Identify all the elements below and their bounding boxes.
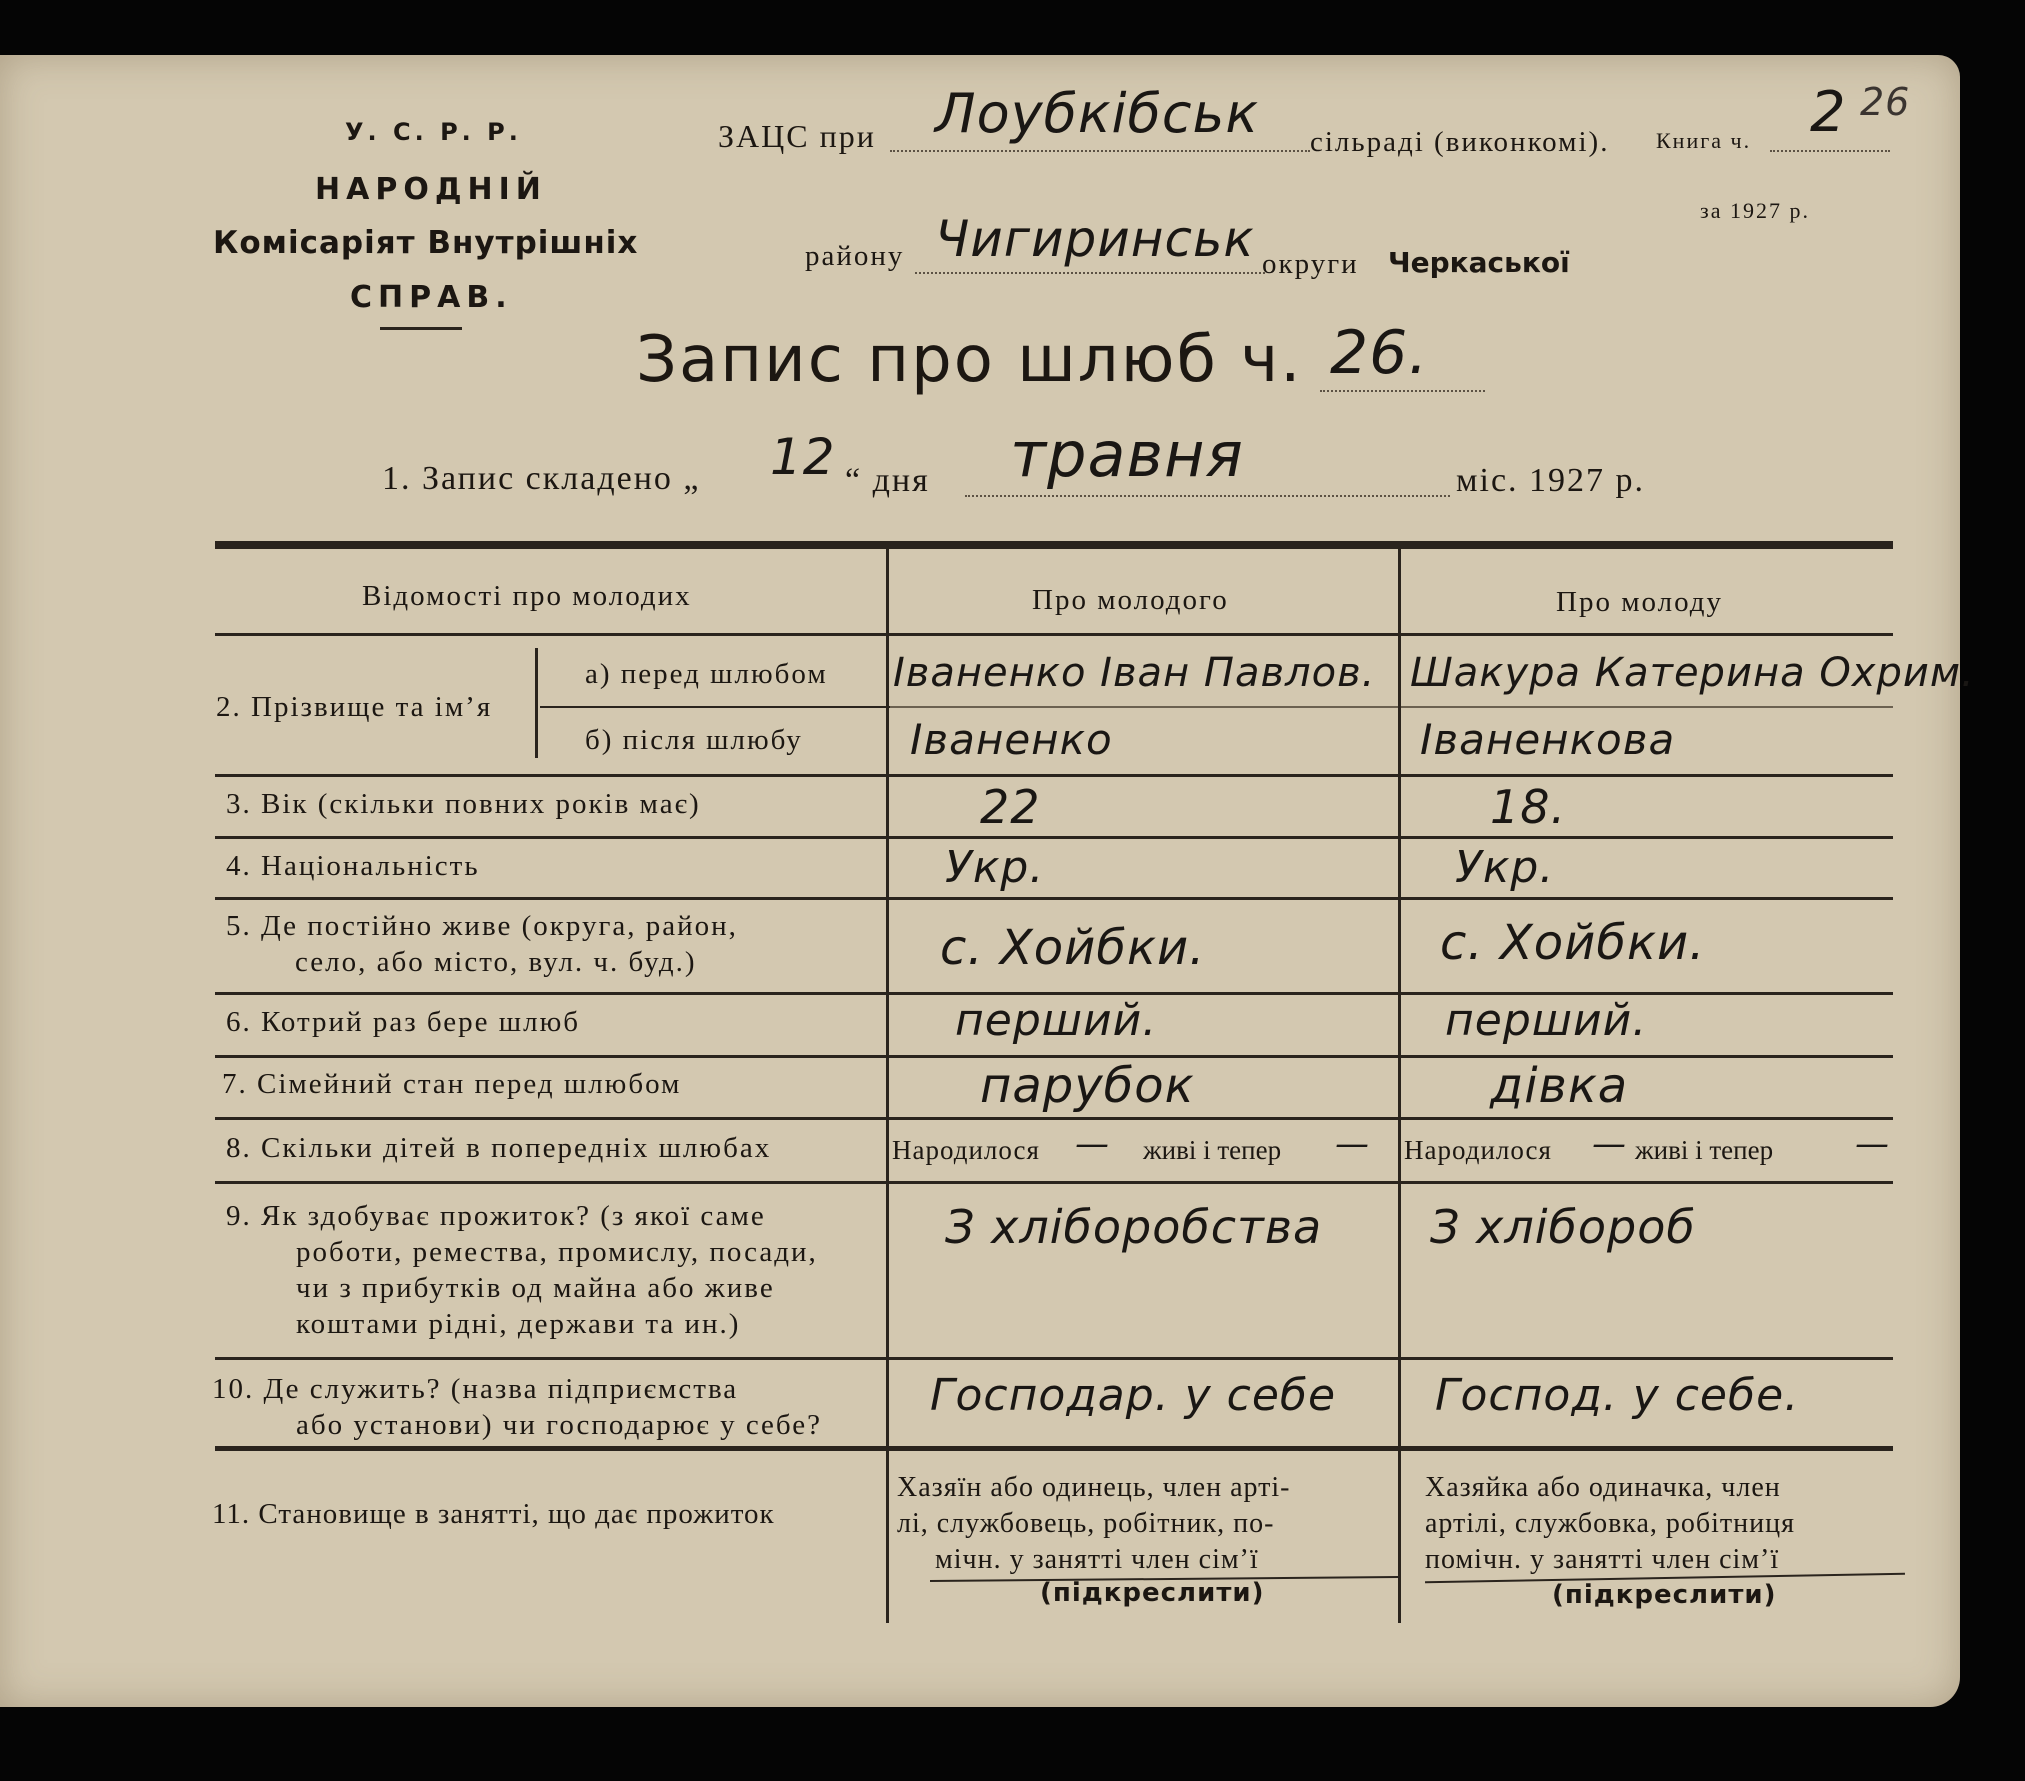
marriage-count-label: 6. Котрий раз бере шлюб: [226, 1006, 580, 1038]
bride-after-name: Іваненкова: [1420, 715, 1676, 764]
groom-residence: с. Хойбки.: [940, 920, 1206, 976]
date-suffix: міс. 1927 р.: [1456, 462, 1646, 499]
name-brace: [535, 648, 548, 758]
groom-born-value: —: [1075, 1124, 1110, 1164]
service-label-2: або установи) чи господарює у себе?: [296, 1409, 823, 1441]
zags-prefix: ЗАЦС при: [718, 118, 876, 154]
komisariat-label: Комісаріят Внутрішніх: [213, 225, 639, 261]
bride-underline-note: (підкреслити): [1552, 1580, 1777, 1610]
header-underline: [380, 327, 462, 330]
position-label: 11. Становище в занятті, що дає прожиток: [212, 1498, 775, 1530]
title-dots: [1320, 390, 1485, 392]
record-title: Запис про шлюб ч.: [636, 323, 1303, 397]
header-bottom-rule: [215, 633, 1893, 636]
bride-before-name: Шакура Катерина Охрим.: [1410, 650, 1975, 696]
bride-born-value: —: [1592, 1124, 1627, 1164]
bride-alive-label: живі і тепер: [1635, 1135, 1774, 1165]
bride-service: Господ. у себе.: [1435, 1370, 1800, 1421]
bride-marriage-count: перший.: [1445, 995, 1648, 1046]
ussr-label: У. С. Р. Р.: [345, 118, 522, 146]
corner-mark: 26: [1860, 80, 1911, 124]
groom-born-label: Народилося: [892, 1135, 1040, 1165]
date-prefix: 1. Запис складено „: [382, 460, 701, 497]
bride-born-label: Народилося: [1404, 1135, 1552, 1165]
bride-alive-value: —: [1855, 1124, 1890, 1164]
children-label: 8. Скільки дітей в попередніх шлюбах: [226, 1132, 772, 1164]
groom-underline-note: (підкреслити): [1040, 1578, 1265, 1608]
livelihood-label-4: коштами рідні, держави та ин.): [296, 1308, 741, 1340]
groom-after-name: Іваненко: [910, 715, 1113, 764]
bride-age: 18.: [1490, 780, 1567, 834]
bride-marital-status: дівка: [1490, 1058, 1629, 1114]
residence-label-1: 5. Де постійно живе (округа, район,: [226, 910, 738, 942]
col-divider-2: [1398, 548, 1401, 1623]
silradi-label: сільраді (виконкомі).: [1310, 126, 1610, 158]
groom-position-2: лі, службовець, робітник, по-: [897, 1508, 1275, 1539]
header-bride: Про молоду: [1556, 586, 1724, 618]
narodniy-label: НАРОДНІЙ: [315, 172, 547, 207]
groom-age: 22: [980, 780, 1041, 834]
zags-value: Лоубкібськ: [935, 82, 1259, 145]
name-label: 2. Прізвище та ім’я: [216, 691, 493, 723]
bride-livelihood: З хлібороб: [1430, 1200, 1696, 1254]
kniga-dots: [1770, 150, 1890, 152]
service-label-1: 10. Де служить? (назва підприємства: [212, 1373, 739, 1405]
bride-position-1: Хазяйка або одиначка, член: [1425, 1472, 1781, 1503]
groom-livelihood: З хліборобства: [945, 1200, 1323, 1254]
rayonu-value: Чигиринськ: [935, 210, 1255, 268]
month-dots: [965, 495, 1450, 497]
after-label: б) після шлюбу: [585, 724, 803, 756]
bride-position-3: помічн. у занятті член сім’ї: [1425, 1544, 1780, 1575]
livelihood-label-3: чи з прибутків од майна або живе: [296, 1272, 775, 1304]
sprav-label: СПРАВ.: [350, 280, 513, 315]
residence-label-2: село, або місто, вул. ч. буд.): [295, 946, 697, 978]
bride-position-2: артілі, службовка, робітниця: [1425, 1508, 1796, 1539]
marital-status-label: 7. Сімейний стан перед шлюбом: [222, 1068, 682, 1100]
groom-alive-value: —: [1335, 1124, 1370, 1164]
za-year: за 1927 р.: [1700, 198, 1810, 223]
okrugy-value: Черкаської: [1388, 246, 1570, 279]
groom-marital-status: парубок: [980, 1058, 1195, 1114]
groom-position-3: мічн. у занятті член сім’ї: [935, 1544, 1259, 1575]
livelihood-label-2: роботи, ремества, промислу, посади,: [296, 1236, 818, 1268]
groom-position-1: Хазяїн або одинець, член арті-: [897, 1472, 1291, 1503]
col-divider-1: [886, 548, 889, 1623]
record-number: 26.: [1330, 318, 1429, 388]
groom-service: Господар. у себе: [930, 1370, 1337, 1421]
kniga-label: Книга ч.: [1656, 128, 1752, 153]
rayonu-dots: [915, 272, 1265, 274]
groom-nationality: Укр.: [945, 842, 1045, 893]
bride-nationality: Укр.: [1455, 842, 1555, 893]
before-label: а) перед шлюбом: [585, 658, 828, 690]
date-day: 12: [770, 428, 836, 486]
header-info: Відомості про молодих: [362, 580, 692, 612]
header-groom: Про молодого: [1032, 584, 1229, 616]
bride-residence: с. Хойбки.: [1440, 915, 1706, 971]
date-mid: “ дня: [845, 462, 930, 499]
rayonu-label: району: [805, 240, 905, 272]
age-label: 3. Вік (скільки повних років має): [226, 788, 701, 820]
groom-alive-label: живі і тепер: [1143, 1135, 1282, 1165]
livelihood-label-1: 9. Як здобуває прожиток? (з якої саме: [226, 1200, 766, 1232]
groom-before-name: Іваненко Іван Павлов.: [893, 650, 1376, 696]
groom-marriage-count: перший.: [955, 995, 1158, 1046]
okrugy-label: округи: [1262, 248, 1359, 280]
kniga-value: 2: [1810, 80, 1847, 145]
table-top-rule: [215, 541, 1893, 549]
zags-dots: [890, 150, 1310, 152]
nationality-label: 4. Національність: [226, 850, 480, 882]
table-bottom-rule: [215, 1446, 1893, 1451]
date-month: травня: [1010, 418, 1244, 491]
